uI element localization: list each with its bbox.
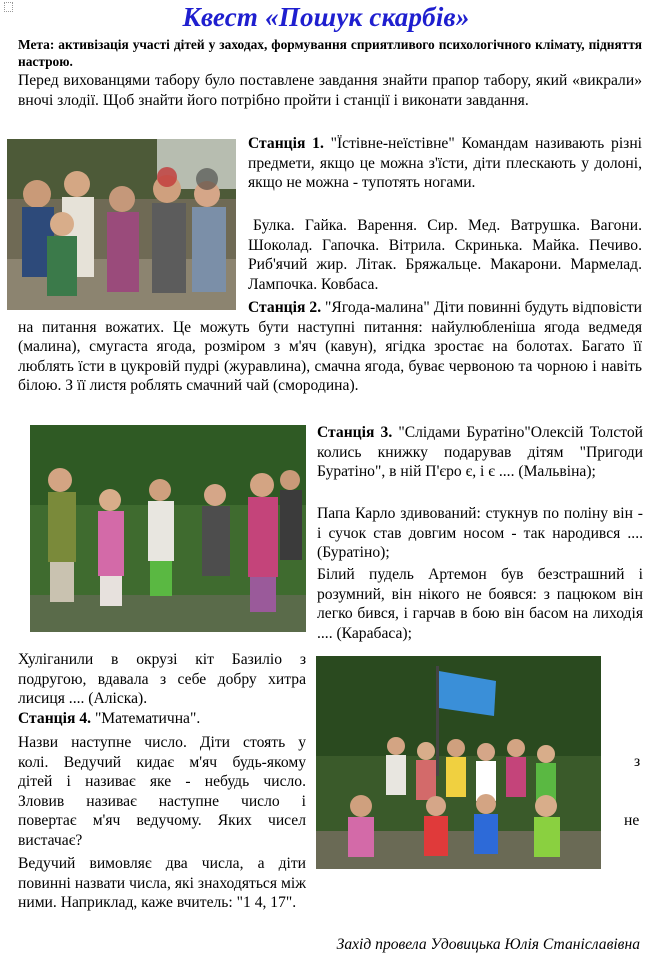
goal-label: Мета: (18, 37, 55, 52)
page-title: Квест «Пошук скарбів» (182, 2, 470, 32)
station1-items: Булка. Гайка. Варення. Сир. Мед. Ватрушка. Вагони. Шоколад. Гапочка. Вітрила. Скринька. Майка. Печиво. Риб'ячий жир. Літак. Бряжальце. Макарони. Мармелад. Лампочка. Ковбаса. (248, 217, 642, 293)
station4-text: "Математична". (91, 710, 201, 727)
station4-line: Назви наступне число. Діти стоять у (18, 734, 306, 751)
station4-p2-text: Ведучий вимовляє два числа, а діти повинні назвати числа, які знаходяться між ними. Наприклад, каже вчитель: "1 4, 17". (18, 855, 306, 911)
station1-paragraph (248, 134, 642, 193)
station4-tail-z: з (634, 753, 641, 770)
station4-paragraph-2 (18, 854, 642, 913)
station4-line: вистачає? (18, 831, 83, 849)
station2-label: Станція 2. (248, 299, 322, 316)
station4-label: Станція 4. (18, 710, 92, 727)
station4-paragraph (18, 733, 306, 850)
goal-text: активізація участі дітей у заходах, формування сприятливого психологічного клімату, підняття настрою. (18, 37, 642, 69)
station3-label: Станція 3. (317, 424, 393, 441)
station2-text: "Ягода-малина" Діти повинні будуть відповісти на питання вожатих. Це можуть бути наступні питання: найулюбленіша ягода ведмедя (малина), смугаста ягода, розміром з м'яч (кавун), ягідка зростає на болотах. Багато її люблять їсти в цукровій пудрі (журавлина), смачна ягода, буває червоною та чорною і навіть білою. З її листя роблять смачний чай (смородина). (18, 299, 642, 394)
signature: Захід провела Удовицька Юлія Станіславівна (336, 936, 640, 953)
photo-children-group-2 (30, 425, 306, 632)
photo-children-flag (316, 656, 601, 869)
photo-children-group-1 (7, 139, 236, 310)
station3-paragraph-4: Хуліганили в окрузі кіт Базиліо з подругою, вдавала з себе добру хитра лисиця .... (Аліска). (18, 651, 306, 707)
station4-line: повертає м'яч ведучому. Яких чисел (18, 812, 306, 829)
station3-paragraph (317, 423, 643, 482)
station2-paragraph (18, 298, 642, 396)
station4-tail-ne: не (624, 812, 640, 829)
station3-paragraph-3: Білий пудель Артемон був безстрашний і розумний, він нікого не боявся: з пацюком він легко бився, і гарчав в бою він басом на лиходія .... (Карабаса); (317, 566, 643, 642)
station1-label: Станція 1. (248, 135, 324, 152)
intro-paragraph: Перед вихованцями табору було поставлене завдання знайти прапор табору, який «викрали» вночі злодії. Щоб знайти його потрібно пройти і станції і виконати завдання. (18, 72, 642, 109)
station4-line: колі. Ведучий кидає м'яч будь-якому (18, 753, 306, 771)
station4-heading (18, 709, 200, 729)
station3-text: "Слідами Буратіно"Олексій Толстой колись книжку подарував дітям "Пригоди Буратіно", в ній П'єро є, і є .... (Мальвіна); (317, 424, 643, 480)
station4-line: дітей і називає яке - небудь число. (18, 773, 306, 790)
station4-line: Зловив називає наступне число і (18, 792, 306, 810)
station1-text: "Їстівне-неїстівне" Командам називають різні предмети, якщо це можна з'їсти, діти плескають у долоні, якщо не можна - тупотять ногами. (248, 135, 642, 191)
goal-paragraph (18, 36, 642, 70)
station3-paragraph-2: Папа Карло здивований: стукнув по поліну він - і сучок став довгим носом - так народився .... (Буратіно); (317, 505, 643, 561)
photo-float-spacer (306, 854, 642, 874)
